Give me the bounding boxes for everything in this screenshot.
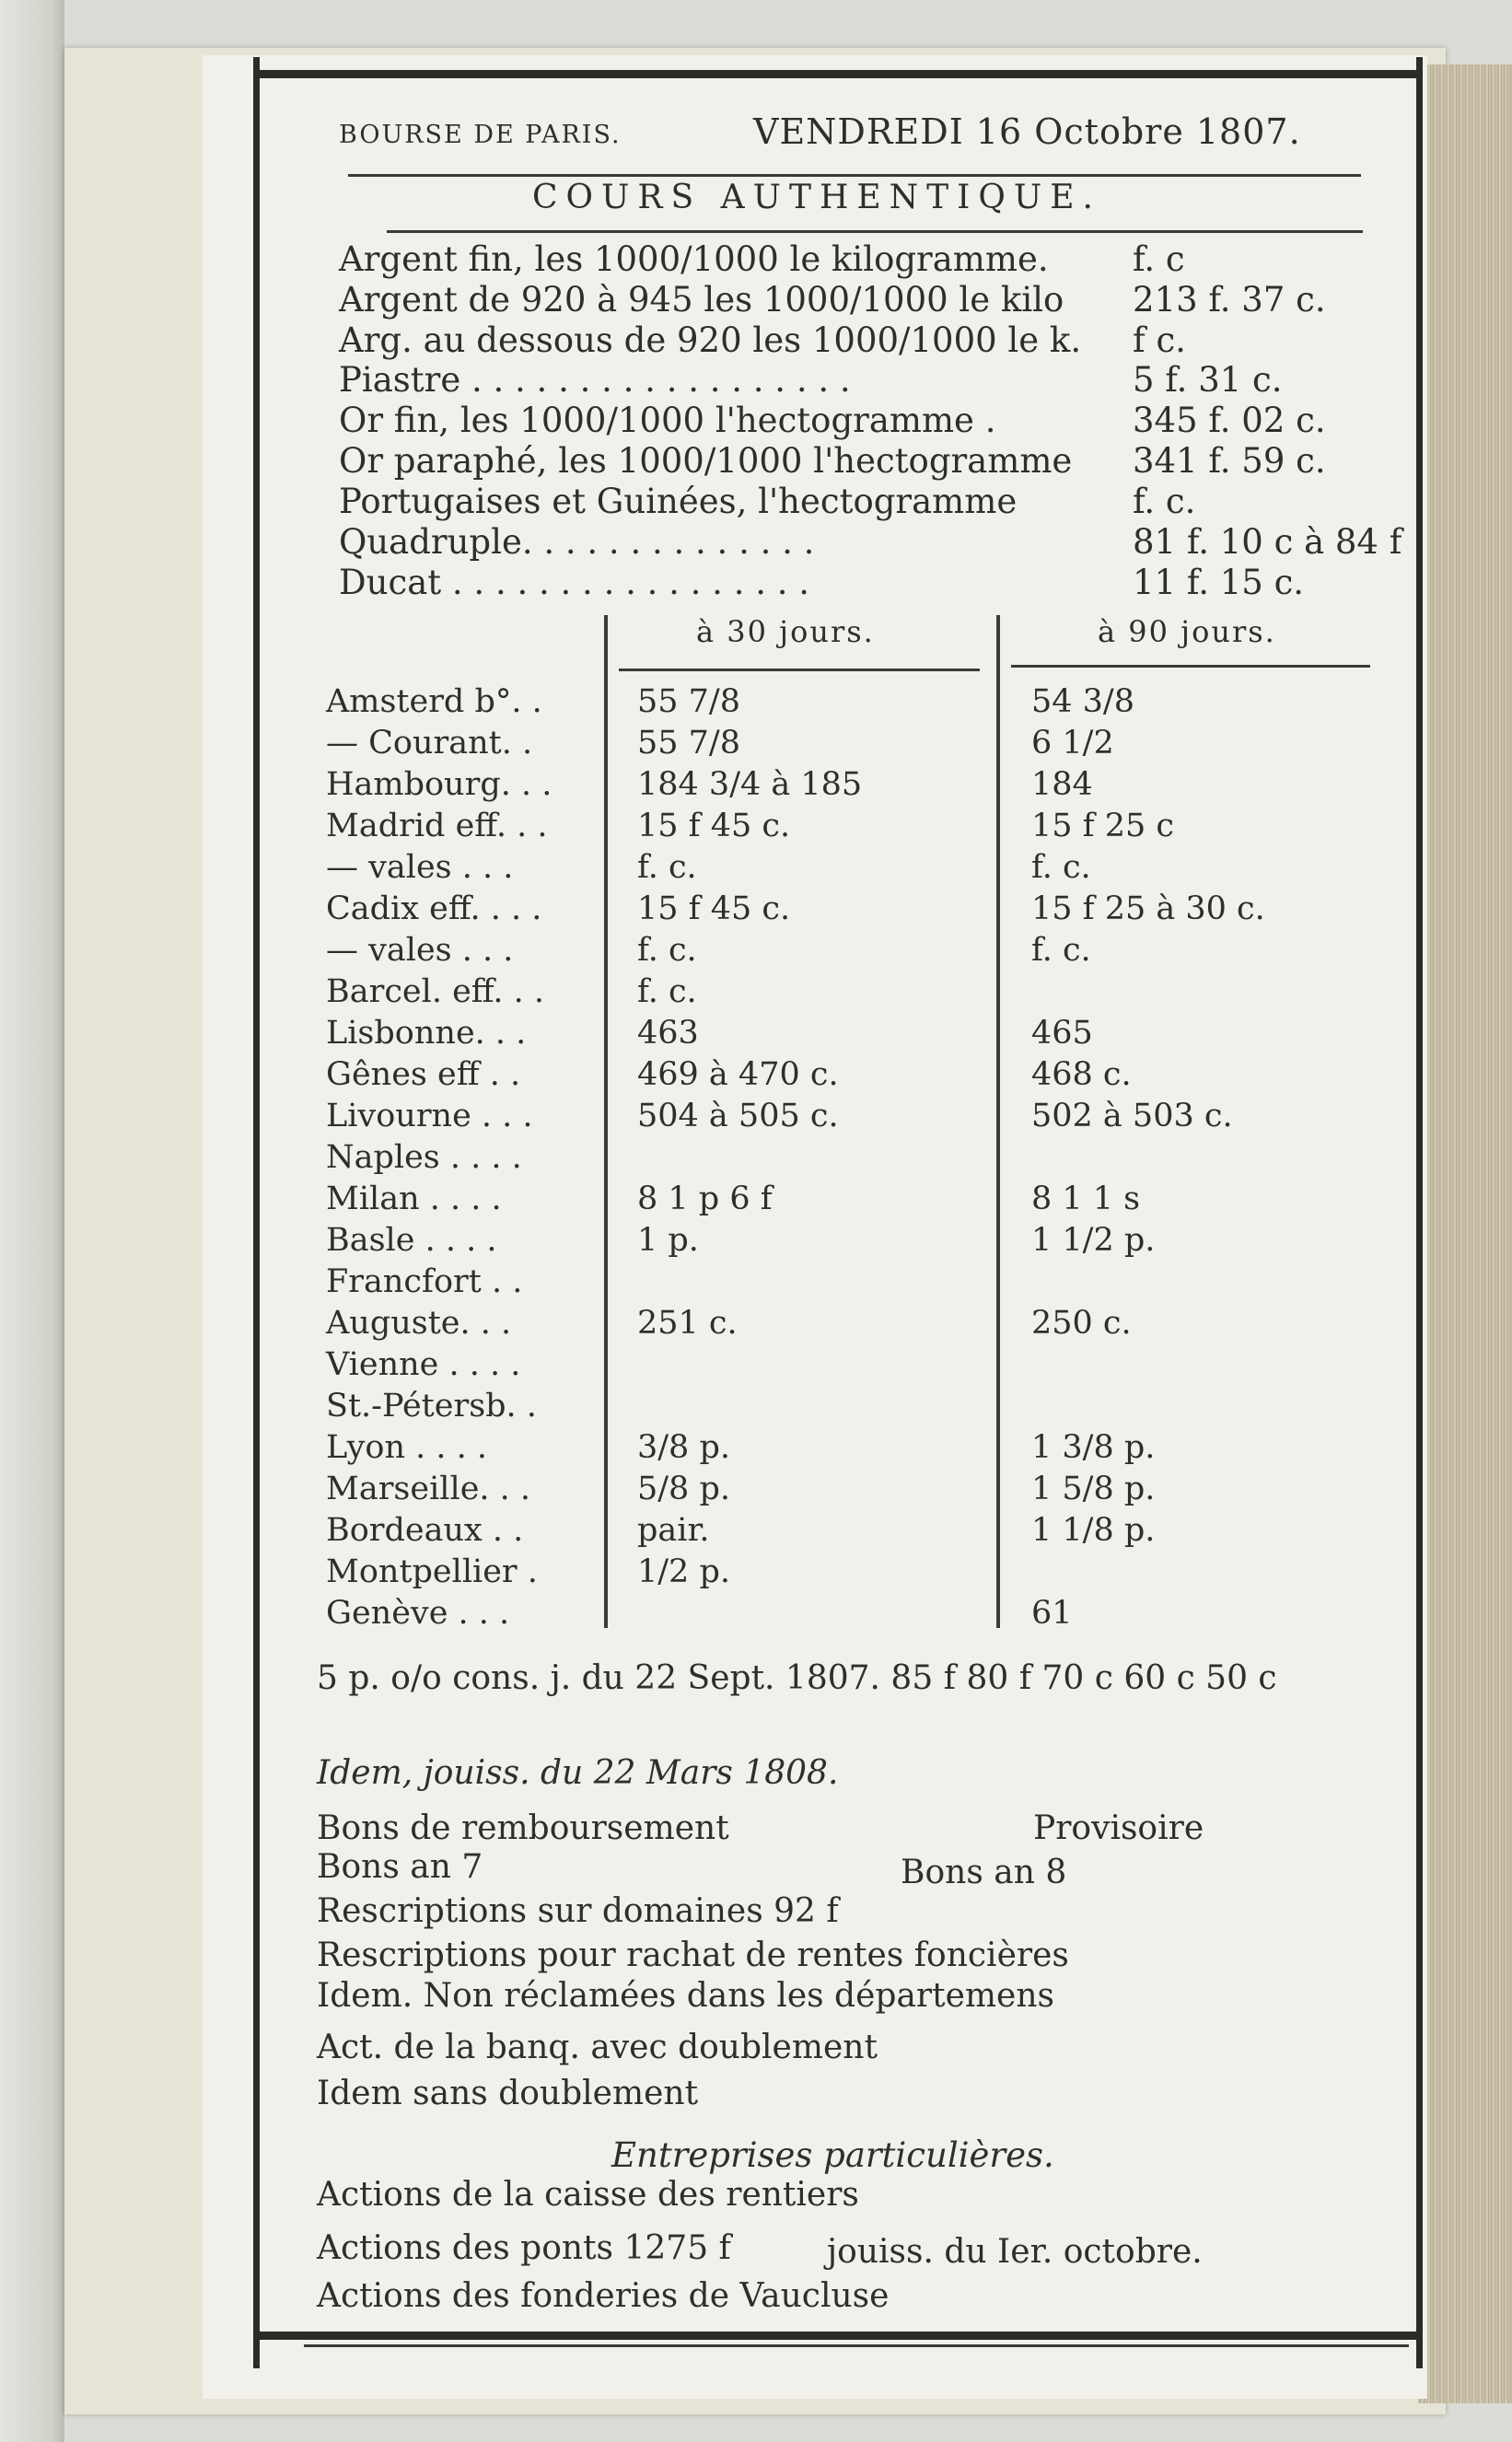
metal-label: Or paraphé, les 1000/1000 l'hectogramme [339, 441, 1073, 481]
table-cell-30: 55 7/8 [637, 725, 740, 762]
header-date: VENDREDI 16 Octobre 1807. [753, 111, 1301, 152]
table-cell-30: 55 7/8 [637, 683, 740, 720]
table-cell-30: 504 à 505 c. [637, 1098, 839, 1134]
table-cell-30: 469 à 470 c. [637, 1056, 839, 1093]
rente-line: 5 p. o/o cons. j. du 22 Sept. 1807. 85 f 80 f 70 c 60 c 50 c [317, 1659, 1277, 1697]
table-row-city: Cadix eff. . . . [326, 890, 542, 927]
table-cell-90: 502 à 503 c. [1031, 1098, 1233, 1134]
table-cell-90: 54 3/8 [1031, 683, 1134, 720]
metal-value: 81 f. 10 c à 84 f [1133, 522, 1402, 562]
table-cell-90: f. c. [1031, 849, 1091, 886]
metal-value: 345 f. 02 c. [1133, 401, 1326, 440]
table-row-city: Livourne . . . [326, 1098, 533, 1134]
book-gutter [0, 0, 64, 2442]
table-row-city: Lisbonne. . . [326, 1015, 527, 1052]
table-cell-90: 184 [1031, 766, 1093, 803]
section-title-rule [387, 230, 1363, 233]
table-cell-90: f. c. [1031, 932, 1091, 969]
provisoire-label: Provisoire [1033, 1809, 1204, 1847]
caisse-rentiers-line: Actions de la caisse des rentiers [317, 2176, 859, 2214]
table-row-city: — vales . . . [326, 932, 514, 969]
table-row-city: Lyon . . . . [326, 1429, 488, 1466]
section-title: COURS AUTHENTIQUE. [532, 179, 1101, 216]
table-cell-30: pair. [637, 1512, 710, 1549]
bons-remboursement-line: Bons de remboursement [317, 1809, 729, 1847]
table-row-city: Vienne . . . . [326, 1346, 521, 1383]
table-cell-30: 184 3/4 à 185 [637, 766, 863, 803]
bottom-rule [258, 2332, 1420, 2340]
table-cell-30: 8 1 p 6 f [637, 1180, 773, 1217]
table-cell-90: 1 3/8 p. [1031, 1429, 1156, 1466]
metal-value: 341 f. 59 c. [1133, 441, 1326, 481]
table-cell-30: f. c. [637, 973, 697, 1010]
column-header-30-days: à 30 jours. [696, 614, 875, 649]
page-edges [1418, 64, 1512, 2403]
table-row-city: Barcel. eff. . . [326, 973, 545, 1010]
table-rule-left [604, 615, 608, 1628]
table-row-city: Milan . . . . [326, 1180, 502, 1217]
jouissance-octobre: jouiss. du Ier. octobre. [827, 2233, 1203, 2271]
table-cell-30: 1 p. [637, 1222, 699, 1259]
metal-value: 11 f. 15 c. [1133, 563, 1305, 602]
column-rule-90 [1011, 665, 1370, 668]
metal-value: f. c. [1133, 482, 1196, 521]
table-row-city: Amsterd b°. . [326, 683, 542, 720]
metal-value: 213 f. 37 c. [1133, 280, 1326, 320]
table-cell-90: 1 1/8 p. [1031, 1512, 1156, 1549]
column-rule-30 [619, 669, 980, 671]
metal-value: f. c [1133, 239, 1185, 279]
actions-ponts-line: Actions des ponts 1275 f [317, 2229, 731, 2267]
table-cell-90: 1 5/8 p. [1031, 1471, 1156, 1507]
table-rule-middle [996, 615, 1000, 1628]
table-cell-30: 5/8 p. [637, 1471, 730, 1507]
metal-label: Argent de 920 à 945 les 1000/1000 le kilo [339, 280, 1064, 320]
metal-value: f c. [1133, 320, 1186, 360]
rescriptions-domaines-line: Rescriptions sur domaines 92 f [317, 1892, 839, 1930]
rescriptions-rachat-line: Rescriptions pour rachat de rentes foncières [317, 1936, 1069, 1974]
table-cell-90: 1 1/2 p. [1031, 1222, 1156, 1259]
table-cell-90: 61 [1031, 1595, 1073, 1632]
table-cell-90: 15 f 25 à 30 c. [1031, 890, 1265, 927]
table-cell-30: f. c. [637, 932, 697, 969]
table-row-city: Montpellier . [326, 1553, 538, 1590]
table-cell-90: 15 f 25 c [1031, 808, 1175, 844]
table-cell-30: f. c. [637, 849, 697, 886]
sans-doublement-line: Idem sans doublement [317, 2075, 699, 2112]
metal-label: Portugaises et Guinées, l'hectogramme [339, 482, 1018, 521]
table-cell-30: 15 f 45 c. [637, 808, 791, 844]
metal-label: Quadruple. . . . . . . . . . . . . . [339, 522, 815, 562]
bons-an-7-line: Bons an 7 [317, 1848, 483, 1886]
table-cell-30: 15 f 45 c. [637, 890, 791, 927]
metal-label: Argent fin, les 1000/1000 le kilogramme. [339, 239, 1049, 279]
bottom-rule-thin [304, 2344, 1409, 2347]
table-row-city: Francfort . . [326, 1263, 523, 1300]
top-rule [258, 70, 1420, 78]
entreprises-heading: Entreprises particulières. [611, 2135, 1054, 2175]
table-cell-90: 8 1 1 s [1031, 1180, 1141, 1217]
table-row-city: Auguste. . . [326, 1305, 512, 1342]
table-cell-90: 250 c. [1031, 1305, 1132, 1342]
table-row-city: Bordeaux . . [326, 1512, 524, 1549]
table-cell-90: 468 c. [1031, 1056, 1132, 1093]
table-row-city: — vales . . . [326, 849, 514, 886]
table-row-city: — Courant. . [326, 725, 533, 762]
fonderies-vaucluse-line: Actions des fonderies de Vaucluse [317, 2277, 890, 2315]
metal-label: Piastre . . . . . . . . . . . . . . . . . . [339, 360, 851, 400]
table-cell-30: 3/8 p. [637, 1429, 730, 1466]
table-cell-90: 6 1/2 [1031, 725, 1114, 762]
table-cell-30: 463 [637, 1015, 699, 1052]
table-row-city: St.-Pétersb. . [326, 1388, 537, 1424]
table-row-city: Naples . . . . [326, 1139, 522, 1176]
header-rule [348, 174, 1361, 177]
table-row-city: Madrid eff. . . [326, 808, 548, 844]
table-row-city: Basle . . . . [326, 1222, 497, 1259]
banque-doublement-line: Act. de la banq. avec doublement [317, 2029, 878, 2066]
non-reclamees-line: Idem. Non réclamées dans les départemens [317, 1977, 1054, 2015]
metal-value: 5 f. 31 c. [1133, 360, 1283, 400]
table-cell-90: 465 [1031, 1015, 1093, 1052]
metal-label: Ducat . . . . . . . . . . . . . . . . . [339, 563, 810, 602]
header-exchange-name: BOURSE DE PARIS. [339, 121, 622, 149]
column-header-90-days: à 90 jours. [1098, 614, 1276, 649]
metal-label: Arg. au dessous de 920 les 1000/1000 le k. [339, 320, 1082, 360]
table-row-city: Gênes eff . . [326, 1056, 521, 1093]
bons-an-8-line: Bons an 8 [901, 1854, 1067, 1891]
metal-label: Or fin, les 1000/1000 l'hectogramme . [339, 401, 996, 440]
table-row-city: Genève . . . [326, 1595, 510, 1632]
table-row-city: Marseille. . . [326, 1471, 531, 1507]
table-row-city: Hambourg. . . [326, 766, 552, 803]
idem-line: Idem, jouiss. du 22 Mars 1808. [317, 1754, 839, 1792]
table-cell-30: 251 c. [637, 1305, 738, 1342]
table-cell-30: 1/2 p. [637, 1553, 730, 1590]
